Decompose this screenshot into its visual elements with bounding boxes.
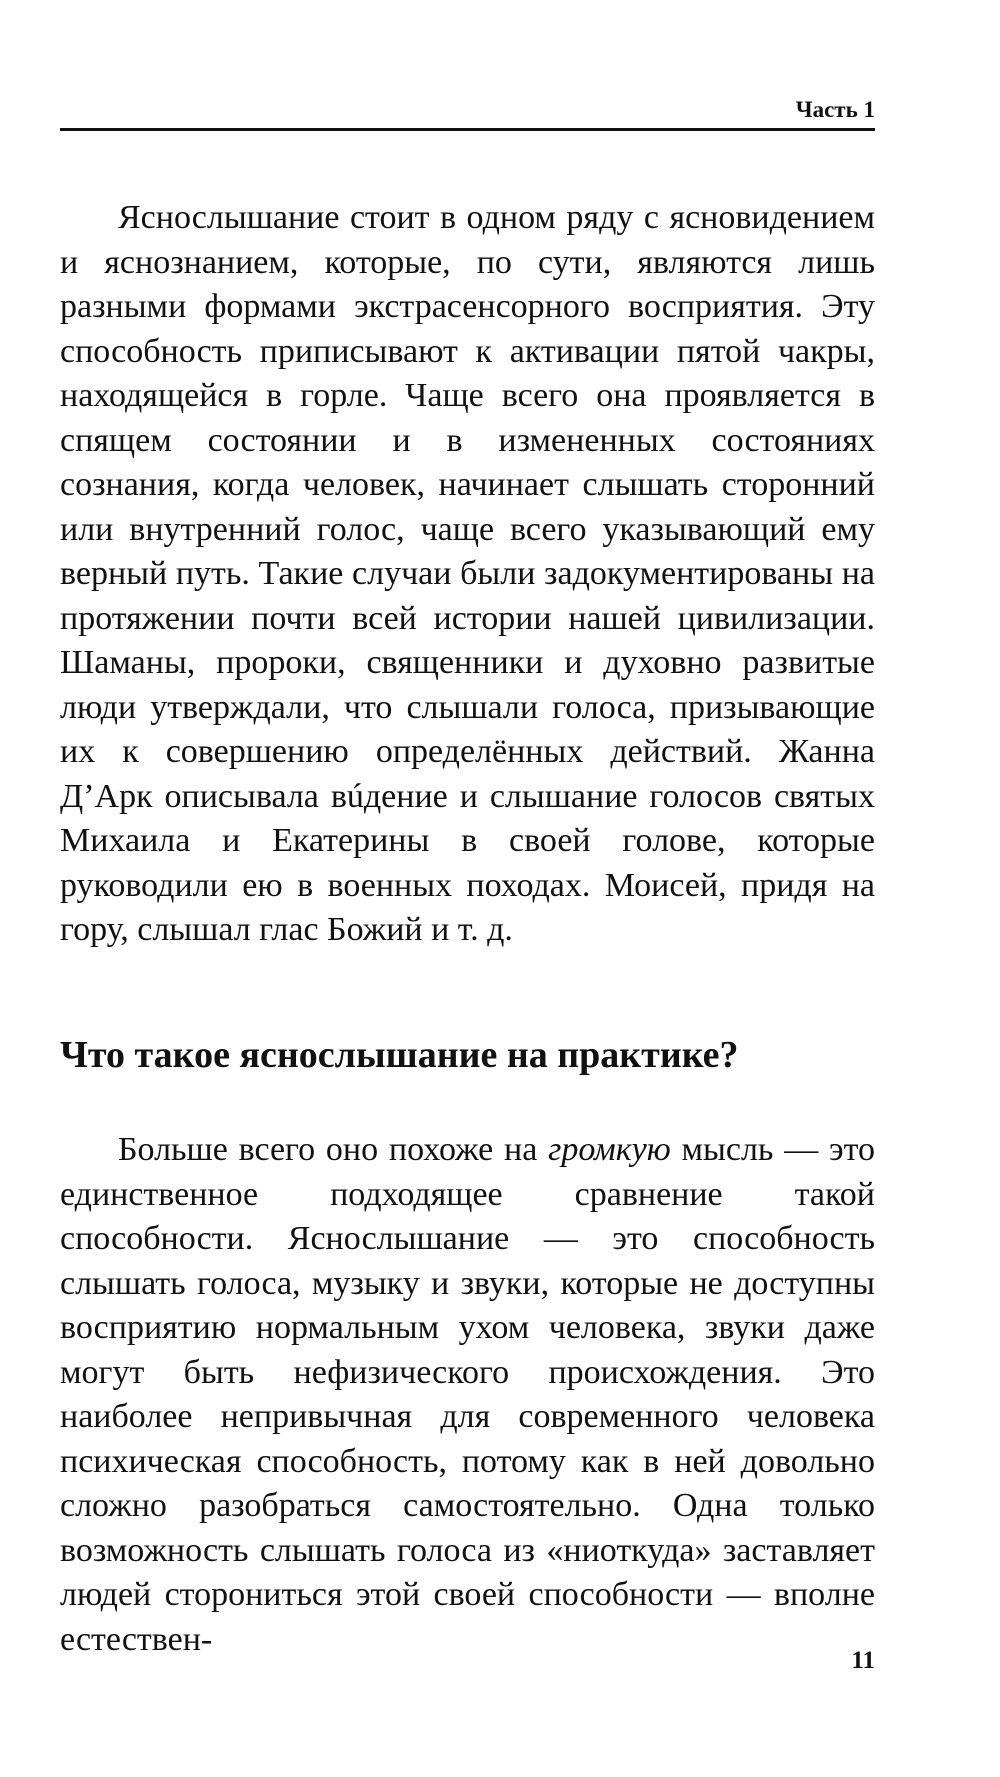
section-paragraph-rest: мысль — это единственное подходящее сравнение такой способности. Яснослышание — это способность слышать голоса, музыку и звуки, которые не доступны восприятию нормальным ухом человека, звуки даже могут быть нефизического происхождения. Это наиболее непривычная для современного человека психическая способность, потому как в ней довольно сложно разобраться самостоятельно. Одна только возможность слышать голоса из «ниоткуда» заставляет людей сторониться этой своей способности — вполне естествен- [60,1131,875,1658]
intro-paragraph: Яснослышание стоит в одном ряду с ясновидением и яснознанием, которые, по сути, являются лишь разными формами экстрасенсорного восприятия. Эту способность приписывают к активации пятой чакры, находящейся в горле. Чаще всего она проявляется в спящем состоянии и в измененных состояниях сознания, когда человек, начинает слышать сторонний или внутренний голос, чаще всего указывающий ему верный путь. Такие случаи были задокументированы на протяжении почти всей истории нашей цивилизации. Шаманы, пророки, священники и духовно развитые люди утверждали, что слышали голоса, призывающие их к совершению определённых действий. Жанна Д’Арк описывала вúдение и слышание голосов святых Михаила и Екатерины в своей голове, которые руководили ею в военных походах. Моисей, придя на гору, слышал глас Божий и т. д. [60,199,875,948]
section-heading: Что такое яснослышание на практике? [60,1034,739,1076]
emphasized-word: громкую [548,1131,671,1168]
section-paragraph [60,1128,875,1662]
section-paragraph-block [60,1128,875,1662]
page-number: 11 [851,1647,875,1674]
running-head: Часть 1 [795,97,875,122]
section-paragraph-start: Больше всего оно похоже на [118,1131,549,1168]
intro-paragraph-block [60,196,875,953]
header-rule [60,128,875,131]
